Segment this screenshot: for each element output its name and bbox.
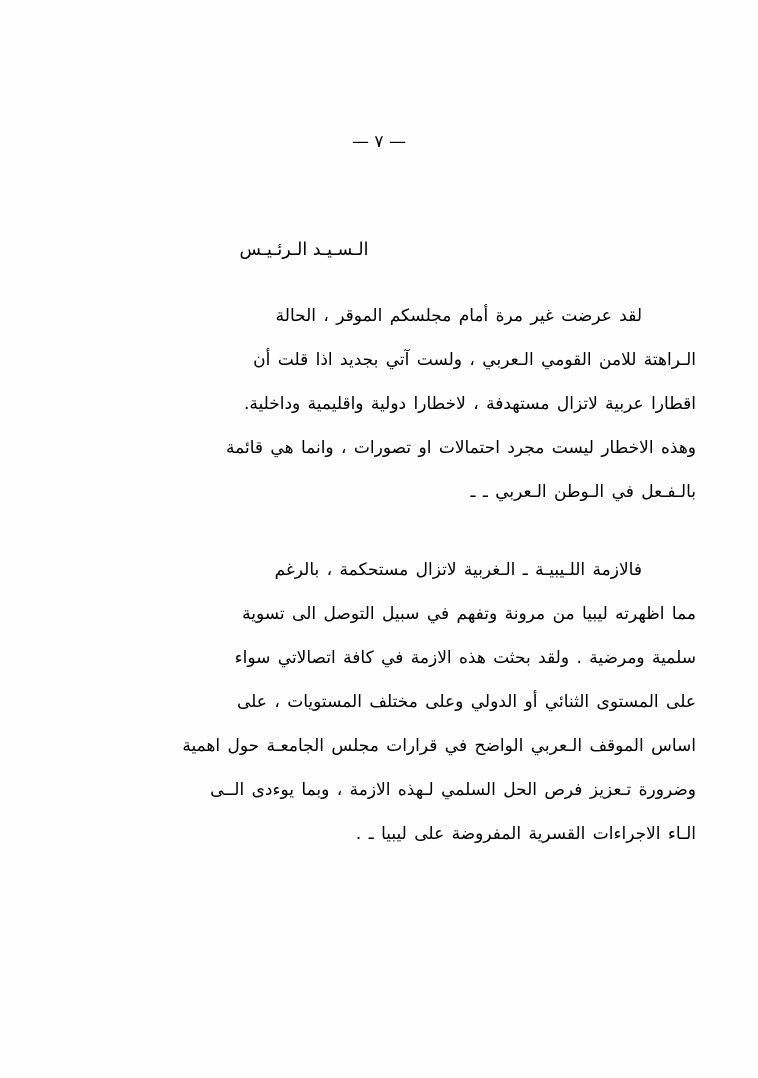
paragraph-line: بالـفـعل في الـوطن الـعربي ـ ـ: [470, 482, 696, 502]
paragraph-line: مما اظهرته ليبيا من مرونة وتفهم في سبيل التوصل الى تسوية: [242, 604, 696, 624]
paragraph-2: [62, 548, 696, 856]
paragraph-line: الـاء الاجراءات القسرية المفروضة على ليبيا ـ .: [355, 824, 696, 844]
paragraph-1: [62, 294, 696, 514]
paragraph-line-text: فالازمة اللـيبيـة ـ الـغربية لاتزال مستحكمة ، بالرغم: [274, 560, 642, 580]
paragraph-line-text: لقد عرضت غير مرة أمام مجلسكم الموقر ، الحالة: [275, 306, 642, 326]
salutation-text: الـسـيـد الـرئـيـس: [239, 240, 369, 260]
paragraph-line: اقطارا عربية لاتزال مستهدفة ، لاخطارا دولية واقليمية وداخلية.: [243, 394, 696, 414]
salutation: [62, 240, 696, 260]
paragraph-line: وضرورة تـعزيز فرص الحل السلمي لـهذه الازمة ، وبما يوءدى الــى: [210, 780, 696, 800]
paragraph-line: [62, 548, 696, 592]
paragraph-line: على المستوى الثنائي أو الدولي وعلى مختلف المستويات ، على: [237, 692, 696, 712]
document-body: [62, 240, 696, 856]
page-number: — ٧ —: [352, 132, 406, 152]
paragraph-line: الـراهتة للامن القومي الـعربي ، ولست آتي بجديد اذا قلت أن: [253, 350, 696, 370]
paragraph-line: وهذه الاخطار ليست مجرد احتمالات او تصورات ، وانما هي قائمة: [226, 438, 696, 458]
paragraph-line: سلمية ومرضية . ولقد بحثت هذه الازمة في كافة اتصالاتي سواء: [234, 648, 696, 668]
paragraph-line: اساس الموقف الـعربي الواضح في قرارات مجلس الجامعـة حول اهمية: [182, 736, 696, 756]
paragraph-line: [62, 294, 696, 338]
